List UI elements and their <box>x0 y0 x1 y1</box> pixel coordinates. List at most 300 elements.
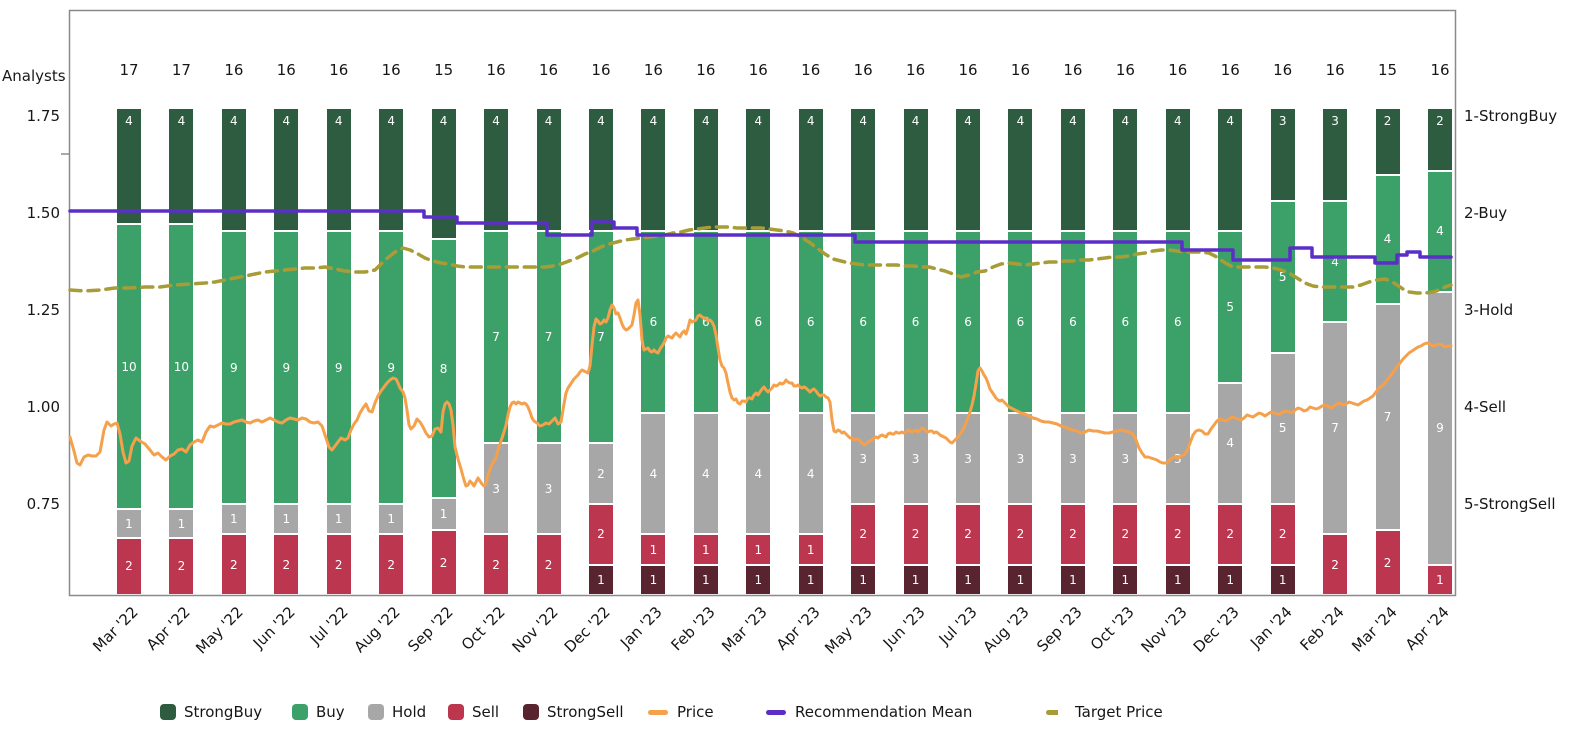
segment-value-label: 3 <box>1173 451 1182 466</box>
bar-segment-strongbuy <box>117 109 141 223</box>
bar-column <box>799 109 823 594</box>
bar-segment-strongbuy <box>222 109 246 230</box>
segment-value-label: 4 <box>544 114 553 128</box>
segment-value-label: 6 <box>754 315 763 330</box>
legend-line-swatch <box>648 710 668 715</box>
bar-segment-buy <box>956 230 980 412</box>
left-axis-tick: 1.50 <box>26 204 60 222</box>
segment-value-label: 10 <box>173 359 190 374</box>
legend-item-recommendation-mean <box>766 702 972 722</box>
bar-column <box>1323 109 1347 594</box>
segment-value-label: 4 <box>649 466 658 481</box>
bar-segment-buy <box>1376 174 1400 303</box>
segment-value-label: 3 <box>964 451 972 466</box>
segment-value-label: 4 <box>282 114 291 128</box>
segment-value-label: 4 <box>439 114 448 128</box>
segment-value-label: 2 <box>597 466 605 481</box>
bar-segment-hold <box>641 412 665 533</box>
analyst-count: 16 <box>1168 61 1188 79</box>
segment-value-label: 1 <box>1436 572 1444 587</box>
bar-segment-hold <box>222 503 246 533</box>
x-axis-label: Jan '24 <box>1246 603 1296 652</box>
analyst-count: 16 <box>801 61 821 79</box>
segment-value-label: 4 <box>649 114 658 128</box>
segment-value-label: 4 <box>1226 114 1235 128</box>
segment-value-label: 4 <box>702 466 710 481</box>
segment-value-label: 2 <box>597 527 605 542</box>
bar-segment-buy <box>274 230 298 503</box>
legend-item-price <box>648 702 714 722</box>
bar-segment-strongbuy <box>904 109 928 230</box>
bar-segment-strongbuy <box>327 109 351 230</box>
analyst-count: 17 <box>119 61 139 79</box>
analyst-count: 15 <box>434 61 454 79</box>
analyst-count: 16 <box>1430 61 1450 79</box>
bar-segment-strongsell <box>1166 564 1190 594</box>
bar-segment-strongsell <box>904 564 928 594</box>
segment-value-label: 4 <box>387 114 395 128</box>
left-axis-tick: 0.75 <box>26 495 60 513</box>
bar-segment-hold <box>1113 412 1137 503</box>
bar-segment-buy <box>851 230 875 412</box>
bar-segment-sell <box>222 533 246 594</box>
bar-segment-buy <box>117 223 141 508</box>
x-axis-label: Sep '23 <box>1033 603 1086 656</box>
segment-value-label: 6 <box>911 315 920 330</box>
bar-segment-strongsell <box>1113 564 1137 594</box>
segment-value-label: 5 <box>1278 269 1287 284</box>
bar-segment-hold <box>799 412 823 533</box>
legend-label: Hold <box>392 703 427 721</box>
analyst-count: 16 <box>329 61 349 79</box>
bar-segment-strongbuy <box>694 109 718 230</box>
analyst-count: 16 <box>853 61 873 79</box>
bar-segment-sell <box>1113 503 1137 564</box>
x-axis-label: Mar '24 <box>1347 603 1401 656</box>
analyst-count: 16 <box>1115 61 1135 79</box>
bar-segment-sell <box>1061 503 1085 564</box>
x-axis-label: Aug '23 <box>979 603 1034 657</box>
bar-segment-hold <box>694 412 718 533</box>
bar-column <box>1218 109 1242 594</box>
legend-label: Target Price <box>1075 703 1163 721</box>
bar-column <box>1376 109 1400 594</box>
legend-line-swatch <box>766 710 786 715</box>
segment-value-label: 1 <box>964 572 972 587</box>
segment-value-label: 2 <box>492 557 500 572</box>
bar-segment-sell <box>589 503 613 564</box>
legend-color-swatch <box>448 704 464 720</box>
legend-label: Sell <box>472 703 500 721</box>
segment-value-label: 2 <box>1383 114 1392 128</box>
bar-column <box>641 109 665 594</box>
bar-segment-strongbuy <box>1376 109 1400 174</box>
bar-segment-hold <box>1323 321 1347 533</box>
bar-segment-strongbuy <box>1271 109 1295 200</box>
bar-column <box>169 109 193 594</box>
bar-segment-sell <box>904 503 928 564</box>
bar-segment-sell <box>537 533 561 594</box>
bar-segment-strongsell <box>746 564 770 594</box>
analyst-count: 15 <box>1378 61 1398 79</box>
bar-segment-sell <box>746 533 770 563</box>
bar-segment-hold <box>274 503 298 533</box>
legend-label: Price <box>677 703 714 721</box>
segment-value-label: 1 <box>439 507 448 522</box>
bar-segment-strongsell <box>799 564 823 594</box>
bar-segment-strongbuy <box>1166 109 1190 230</box>
bar-segment-strongbuy <box>1218 109 1242 230</box>
segment-value-label: 4 <box>1121 114 1130 128</box>
legend-color-swatch <box>160 704 176 720</box>
right-axis-tick: 2-Buy <box>1464 204 1508 222</box>
analyst-count: 16 <box>1325 61 1345 79</box>
bar-segment-hold <box>746 412 770 533</box>
bar-segment-sell <box>117 537 141 594</box>
legend-item-buy <box>292 702 345 722</box>
bar-segment-hold <box>1008 412 1032 503</box>
segment-value-label: 1 <box>1016 572 1025 587</box>
bar-segment-buy <box>484 230 508 442</box>
legend-label: Recommendation Mean <box>795 703 973 721</box>
bar-segment-hold <box>851 412 875 503</box>
bar-segment-sell <box>641 533 665 563</box>
segment-value-label: 2 <box>1016 527 1025 542</box>
bar-column <box>904 109 928 594</box>
legend-item-strongbuy <box>160 702 262 722</box>
segment-value-label: 4 <box>911 114 920 128</box>
bar-column <box>851 109 875 594</box>
analyst-count: 16 <box>643 61 663 79</box>
bar-segment-strongbuy <box>589 109 613 230</box>
bar-column <box>956 109 980 594</box>
segment-value-label: 1 <box>282 512 291 527</box>
analyst-count: 16 <box>1273 61 1293 79</box>
segment-value-label: 6 <box>649 315 658 330</box>
legend-item-target-price <box>1046 702 1163 722</box>
bar-segment-sell <box>799 533 823 563</box>
segment-value-label: 4 <box>597 114 605 128</box>
left-axis-tick: 1.00 <box>26 398 60 416</box>
bar-column <box>274 109 298 594</box>
bar-column <box>1166 109 1190 594</box>
bar-segment-buy <box>1166 230 1190 412</box>
bar-column <box>432 109 456 594</box>
segment-value-label: 3 <box>1016 451 1025 466</box>
bar-segment-hold <box>589 442 613 503</box>
bar-segment-hold <box>1166 412 1190 503</box>
x-axis-label: Nov '22 <box>508 603 562 657</box>
x-axis-label: Feb '23 <box>667 603 719 655</box>
analyst-count: 16 <box>381 61 401 79</box>
bar-segment-buy <box>694 230 718 412</box>
legend-line-swatch <box>1046 710 1066 715</box>
bar-column <box>746 109 770 594</box>
segment-value-label: 4 <box>806 466 815 481</box>
bar-segment-strongbuy <box>274 109 298 230</box>
segment-value-label: 4 <box>754 466 763 481</box>
analyst-count: 16 <box>1063 61 1083 79</box>
bar-column <box>484 109 508 594</box>
segment-value-label: 2 <box>911 527 920 542</box>
bar-segment-strongsell <box>1218 564 1242 594</box>
segment-value-label: 4 <box>334 114 343 128</box>
bar-segment-hold <box>1428 291 1452 564</box>
segment-value-label: 2 <box>230 557 238 572</box>
bar-segment-strongsell <box>1008 564 1032 594</box>
x-axis-label: Jan '23 <box>617 603 667 652</box>
segment-value-label: 3 <box>1069 451 1077 466</box>
bar-segment-sell <box>851 503 875 564</box>
analyst-count: 16 <box>486 61 506 79</box>
analyst-count: 17 <box>171 61 191 79</box>
bar-segment-buy <box>1113 230 1137 412</box>
segment-value-label: 2 <box>334 557 343 572</box>
bar-column <box>694 109 718 594</box>
legend-item-hold <box>368 702 426 722</box>
bar-segment-sell <box>484 533 508 594</box>
bar-segment-buy <box>537 230 561 442</box>
segment-value-label: 3 <box>1331 114 1339 128</box>
bar-column <box>1008 109 1032 594</box>
segment-value-label: 4 <box>1173 114 1182 128</box>
legend-color-swatch <box>292 704 308 720</box>
bar-segment-hold <box>117 508 141 537</box>
segment-value-label: 4 <box>806 114 815 128</box>
bar-segment-strongsell <box>641 564 665 594</box>
bar-segment-hold <box>904 412 928 503</box>
bar-segment-strongsell <box>1061 564 1085 594</box>
bar-segment-strongbuy <box>641 109 665 230</box>
bar-column <box>1428 109 1452 594</box>
segment-value-label: 2 <box>1436 114 1444 128</box>
segment-value-label: 7 <box>597 330 605 345</box>
x-axis-label: Dec '23 <box>1189 603 1243 657</box>
bar-segment-hold <box>956 412 980 503</box>
segment-value-label: 4 <box>1016 114 1025 128</box>
analyst-count: 16 <box>958 61 978 79</box>
segment-value-label: 1 <box>125 516 133 531</box>
bar-segment-strongbuy <box>432 109 456 238</box>
segment-value-label: 6 <box>806 315 815 330</box>
segment-value-label: 4 <box>492 114 500 128</box>
segment-value-label: 9 <box>387 360 395 375</box>
segment-value-label: 4 <box>964 114 972 128</box>
bar-segment-sell <box>1218 503 1242 564</box>
bar-segment-hold <box>1376 303 1400 529</box>
bar-segment-hold <box>1218 382 1242 503</box>
segment-value-label: 3 <box>859 451 867 466</box>
segment-value-label: 8 <box>439 361 448 376</box>
x-axis-label: Jun '22 <box>249 603 300 653</box>
segment-value-label: 7 <box>1383 410 1392 425</box>
segment-value-label: 2 <box>1226 527 1235 542</box>
segment-value-label: 2 <box>1278 527 1287 542</box>
bar-column <box>589 109 613 594</box>
segment-value-label: 2 <box>1121 527 1130 542</box>
bar-segment-strongbuy <box>851 109 875 230</box>
bar-segment-strongsell <box>851 564 875 594</box>
bar-segment-strongbuy <box>1008 109 1032 230</box>
legend-item-strongsell <box>523 702 624 722</box>
x-axis-label: May '23 <box>821 603 876 658</box>
bar-segment-buy <box>379 230 403 503</box>
segment-value-label: 1 <box>1226 572 1235 587</box>
analyst-count: 16 <box>224 61 244 79</box>
segment-value-label: 5 <box>1278 421 1287 436</box>
x-axis-label: Jul '22 <box>306 603 352 649</box>
bar-segment-buy <box>222 230 246 503</box>
x-axis-label: Mar '22 <box>89 603 142 656</box>
legend-item-sell <box>448 702 499 722</box>
bar-segment-sell <box>169 537 193 594</box>
bar-segment-sell <box>432 529 456 594</box>
bar-segment-sell <box>1008 503 1032 564</box>
bar-segment-sell <box>694 533 718 563</box>
segment-value-label: 3 <box>492 481 500 496</box>
segment-value-label: 9 <box>334 360 343 375</box>
segment-value-label: 2 <box>439 555 448 570</box>
analyst-count: 16 <box>696 61 716 79</box>
segment-value-label: 1 <box>702 542 710 557</box>
left-axis-tick: 1.25 <box>26 301 60 319</box>
x-axis-label: Apr '24 <box>1401 603 1453 654</box>
segment-value-label: 7 <box>492 330 500 345</box>
segment-value-label: 1 <box>1278 572 1287 587</box>
x-axis-label: Apr '22 <box>143 603 195 654</box>
right-axis-tick: 3-Hold <box>1464 301 1514 319</box>
bar-segment-buy <box>169 223 193 508</box>
bar-segment-strongsell <box>589 564 613 594</box>
right-axis-tick: 1-StrongBuy <box>1464 107 1558 125</box>
bar-segment-strongbuy <box>169 109 193 223</box>
segment-value-label: 1 <box>859 572 867 587</box>
bar-segment-sell <box>327 533 351 594</box>
bar-segment-sell <box>1271 503 1295 564</box>
segment-value-label: 1 <box>177 516 186 531</box>
bar-segment-strongbuy <box>379 109 403 230</box>
analyst-count: 16 <box>1220 61 1240 79</box>
segment-value-label: 6 <box>1016 315 1025 330</box>
analyst-count: 16 <box>276 61 296 79</box>
bar-segment-hold <box>327 503 351 533</box>
analysts-axis-title: Analysts <box>2 67 66 85</box>
analyst-count: 16 <box>748 61 768 79</box>
segment-value-label: 4 <box>859 114 867 128</box>
segment-value-label: 2 <box>1069 527 1077 542</box>
bar-segment-hold <box>432 497 456 529</box>
bar-segment-buy <box>799 230 823 412</box>
segment-value-label: 2 <box>282 557 291 572</box>
segment-value-label: 4 <box>230 114 238 128</box>
segment-value-label: 4 <box>125 114 133 128</box>
bar-segment-strongbuy <box>956 109 980 230</box>
segment-value-label: 7 <box>544 330 553 345</box>
segment-value-label: 1 <box>649 572 658 587</box>
bar-segment-buy <box>1271 200 1295 352</box>
analyst-count: 16 <box>538 61 559 79</box>
bar-segment-strongbuy <box>1061 109 1085 230</box>
bar-segment-buy <box>904 230 928 412</box>
legend-label: Buy <box>316 703 345 721</box>
bar-segment-sell <box>274 533 298 594</box>
bar-segment-hold <box>484 442 508 533</box>
segment-value-label: 1 <box>702 572 710 587</box>
segment-value-label: 1 <box>649 542 658 557</box>
bar-segment-strongbuy <box>1428 109 1452 170</box>
segment-value-label: 1 <box>1069 572 1077 587</box>
x-axis-label: Jun '23 <box>879 603 929 653</box>
bar-segment-sell <box>1166 503 1190 564</box>
segment-value-label: 4 <box>1383 232 1392 247</box>
bar-segment-buy <box>746 230 770 412</box>
bar-segment-hold <box>379 503 403 533</box>
bar-column <box>1061 109 1085 594</box>
segment-value-label: 6 <box>859 315 867 330</box>
legend-color-swatch <box>523 704 539 720</box>
bar-segment-strongbuy <box>1113 109 1137 230</box>
x-axis-label: Feb '24 <box>1296 603 1348 655</box>
left-axis-tick: 1.75 <box>26 107 60 125</box>
bar-segment-sell <box>379 533 403 594</box>
segment-value-label: 6 <box>964 315 972 330</box>
segment-value-label: 6 <box>1121 315 1130 330</box>
x-axis-label: May '22 <box>192 603 247 658</box>
segment-value-label: 4 <box>177 114 186 128</box>
analyst-count: 16 <box>591 61 611 79</box>
bar-segment-strongbuy <box>746 109 770 230</box>
segment-value-label: 2 <box>964 527 972 542</box>
segment-value-label: 2 <box>125 559 133 574</box>
bar-column <box>327 109 351 594</box>
segment-value-label: 6 <box>1173 315 1182 330</box>
segment-value-label: 9 <box>282 360 291 375</box>
segment-value-label: 1 <box>597 572 605 587</box>
bar-column <box>1113 109 1137 594</box>
bar-segment-buy <box>432 238 456 497</box>
segment-value-label: 2 <box>1383 555 1392 570</box>
segment-value-label: 1 <box>911 572 920 587</box>
bar-segment-strongbuy <box>484 109 508 230</box>
segment-value-label: 1 <box>1121 572 1130 587</box>
bar-segment-buy <box>1428 170 1452 291</box>
analyst-count: 16 <box>906 61 926 79</box>
bar-segment-strongbuy <box>1323 109 1347 200</box>
bar-segment-sell <box>956 503 980 564</box>
x-axis-label: Apr '23 <box>772 603 824 654</box>
bar-column <box>222 109 246 594</box>
segment-value-label: 9 <box>1436 421 1444 436</box>
x-axis-label: Jul '23 <box>935 603 981 649</box>
bar-segment-hold <box>1271 352 1295 504</box>
segment-value-label: 2 <box>1173 527 1182 542</box>
segment-value-label: 1 <box>387 512 395 527</box>
x-axis-label: Oct '23 <box>1087 603 1139 654</box>
segment-value-label: 2 <box>544 557 553 572</box>
segment-value-label: 1 <box>754 542 763 557</box>
legend-color-swatch <box>368 704 384 720</box>
segment-value-label: 2 <box>1331 557 1339 572</box>
bar-segment-sell <box>1428 564 1452 594</box>
segment-value-label: 4 <box>1226 436 1235 451</box>
segment-value-label: 3 <box>544 481 553 496</box>
x-axis-label: Sep '22 <box>403 603 457 656</box>
bar-segment-buy <box>641 230 665 412</box>
bar-segment-hold <box>1061 412 1085 503</box>
bar-segment-sell <box>1376 529 1400 594</box>
bar-segment-strongsell <box>694 564 718 594</box>
segment-value-label: 4 <box>702 114 710 128</box>
